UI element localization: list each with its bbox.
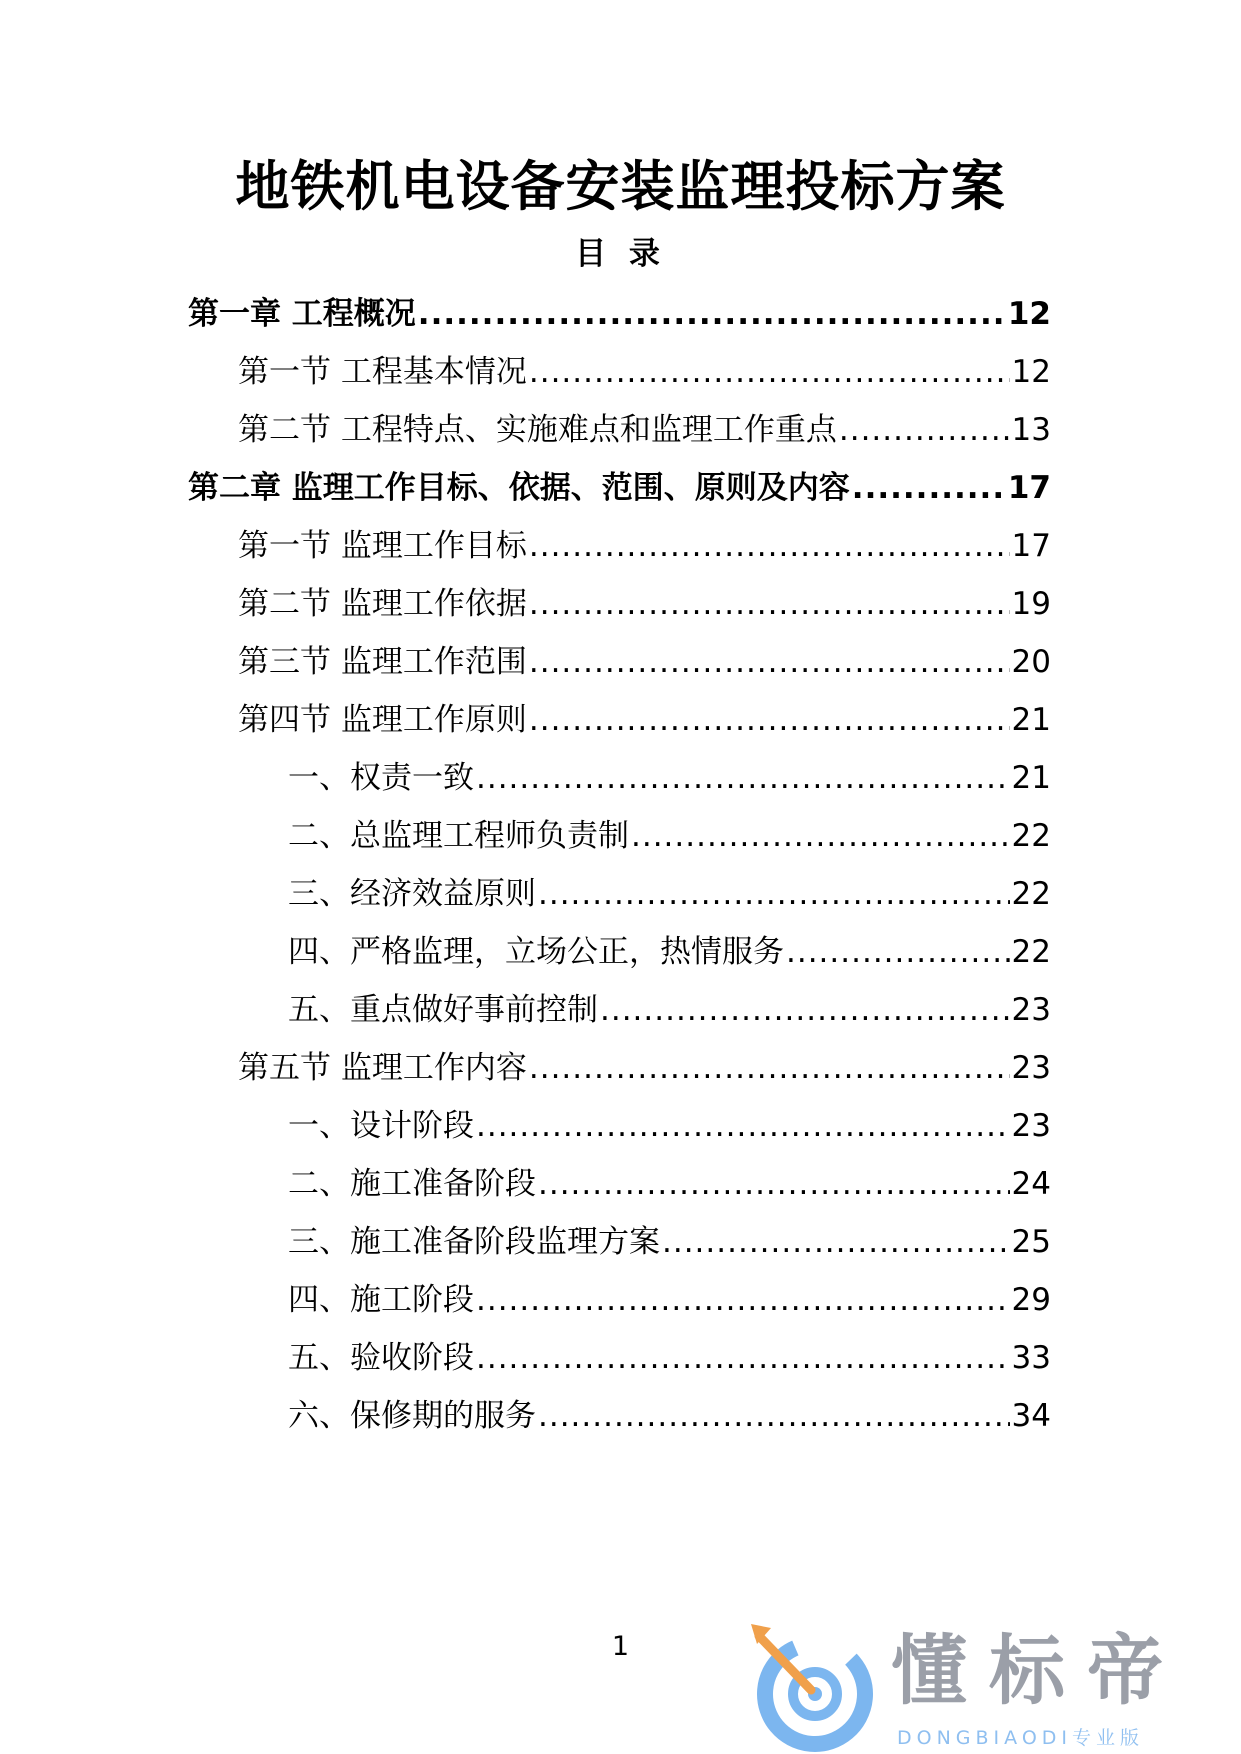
toc-dot-leader	[538, 1398, 1010, 1434]
toc-entry-label: 三、经济效益原则	[288, 876, 536, 912]
toc-dot-leader	[418, 296, 1006, 332]
toc-section-entry[interactable]	[238, 1042, 1051, 1092]
toc-subsection-entry[interactable]	[288, 810, 1051, 860]
toc-entry-page: 29	[1011, 1282, 1051, 1318]
toc-entry-label: 四、严格监理，立场公正，热情服务	[288, 934, 784, 970]
toc-entry-page: 12	[1007, 296, 1051, 332]
toc-subsection-entry[interactable]	[288, 1332, 1051, 1382]
toc-chapter-entry[interactable]	[188, 462, 1051, 512]
watermark-brand-name: 懂标帝	[891, 1626, 1185, 1715]
toc-entry-label: 五、验收阶段	[288, 1340, 474, 1376]
toc-entry-page: 24	[1011, 1166, 1051, 1202]
toc-dot-leader	[538, 1166, 1010, 1202]
toc-entry-label: 第一章 工程概况	[188, 296, 416, 332]
toc-entry-label: 二、总监理工程师负责制	[288, 818, 629, 854]
toc-dot-leader	[529, 702, 1010, 738]
toc-subsection-entry[interactable]	[288, 868, 1051, 918]
watermark	[745, 1618, 1241, 1754]
toc-chapter-entry[interactable]	[188, 288, 1051, 338]
toc-entry-page: 19	[1011, 586, 1051, 622]
target-arrow-icon	[745, 1618, 875, 1754]
document-title: 地铁机电设备安装监理投标方案	[235, 155, 1006, 218]
toc-dot-leader	[476, 1282, 1010, 1318]
toc-entry-page: 17	[1007, 470, 1051, 506]
toc-subsection-entry[interactable]	[288, 926, 1051, 976]
toc-section-entry[interactable]	[238, 404, 1051, 454]
toc-dot-leader	[600, 992, 1010, 1028]
toc-entry-label: 第一节 工程基本情况	[238, 354, 527, 390]
toc-entry-page: 23	[1011, 1108, 1051, 1144]
toc-entry-page: 12	[1011, 354, 1051, 390]
toc-dot-leader	[529, 354, 1010, 390]
toc-subsection-entry[interactable]	[288, 1390, 1051, 1440]
toc-entry-label: 五、重点做好事前控制	[288, 992, 598, 1028]
toc-entry-page: 17	[1011, 528, 1051, 564]
toc-dot-leader	[476, 760, 1010, 796]
toc-section-entry[interactable]	[238, 636, 1051, 686]
toc-heading: 目 录	[575, 236, 666, 272]
toc-entry-page: 22	[1011, 818, 1051, 854]
toc-section-entry[interactable]	[238, 694, 1051, 744]
toc-entry-label: 四、施工阶段	[288, 1282, 474, 1318]
toc-entry-page: 33	[1011, 1340, 1051, 1376]
toc-section-entry[interactable]	[238, 520, 1051, 570]
toc-entry-label: 第一节 监理工作目标	[238, 528, 527, 564]
toc-entry-page: 20	[1011, 644, 1051, 680]
toc-entry-page: 22	[1011, 934, 1051, 970]
toc-entry-label: 第五节 监理工作内容	[238, 1050, 527, 1086]
toc-entry-page: 13	[1011, 412, 1051, 448]
toc-dot-leader	[852, 470, 1006, 506]
toc-section-entry[interactable]	[238, 346, 1051, 396]
toc-subsection-entry[interactable]	[288, 1216, 1051, 1266]
toc-subsection-entry[interactable]	[288, 1158, 1051, 1208]
toc-entry-label: 第二节 工程特点、实施难点和监理工作重点	[238, 412, 837, 448]
toc-entry-page: 23	[1011, 992, 1051, 1028]
toc-entry-label: 第三节 监理工作范围	[238, 644, 527, 680]
toc-entry-label: 一、权责一致	[288, 760, 474, 796]
toc-dot-leader	[529, 586, 1010, 622]
toc-entry-page: 21	[1011, 760, 1051, 796]
watermark-subtitle: DONGBIAODI专业版	[897, 1727, 1145, 1749]
toc-subsection-entry[interactable]	[288, 752, 1051, 802]
toc-entry-page: 23	[1011, 1050, 1051, 1086]
toc-section-entry[interactable]	[238, 578, 1051, 628]
toc-dot-leader	[631, 818, 1010, 854]
toc-entry-page: 25	[1011, 1224, 1051, 1260]
toc-dot-leader	[529, 1050, 1010, 1086]
toc-subsection-entry[interactable]	[288, 984, 1051, 1034]
toc-entry-label: 第四节 监理工作原则	[238, 702, 527, 738]
toc-subsection-entry[interactable]	[288, 1274, 1051, 1324]
toc-entry-page: 21	[1011, 702, 1051, 738]
toc-entry-label: 第二章 监理工作目标、依据、范围、原则及内容	[188, 470, 850, 506]
toc-entry-label: 二、施工准备阶段	[288, 1166, 536, 1202]
toc-dot-leader	[786, 934, 1010, 970]
toc-dot-leader	[839, 412, 1010, 448]
toc-entry-label: 一、设计阶段	[288, 1108, 474, 1144]
toc-dot-leader	[529, 644, 1010, 680]
toc-dot-leader	[476, 1340, 1010, 1376]
toc-entry-page: 34	[1011, 1398, 1051, 1434]
toc-dot-leader	[662, 1224, 1010, 1260]
toc-dot-leader	[538, 876, 1010, 912]
toc-dot-leader	[476, 1108, 1010, 1144]
toc-dot-leader	[529, 528, 1010, 564]
toc-entry-label: 第二节 监理工作依据	[238, 586, 527, 622]
toc-entry-label: 三、施工准备阶段监理方案	[288, 1224, 660, 1260]
toc-subsection-entry[interactable]	[288, 1100, 1051, 1150]
toc-entry-page: 22	[1011, 876, 1051, 912]
toc-entry-label: 六、保修期的服务	[288, 1398, 536, 1434]
page-number: 1	[611, 1631, 630, 1662]
